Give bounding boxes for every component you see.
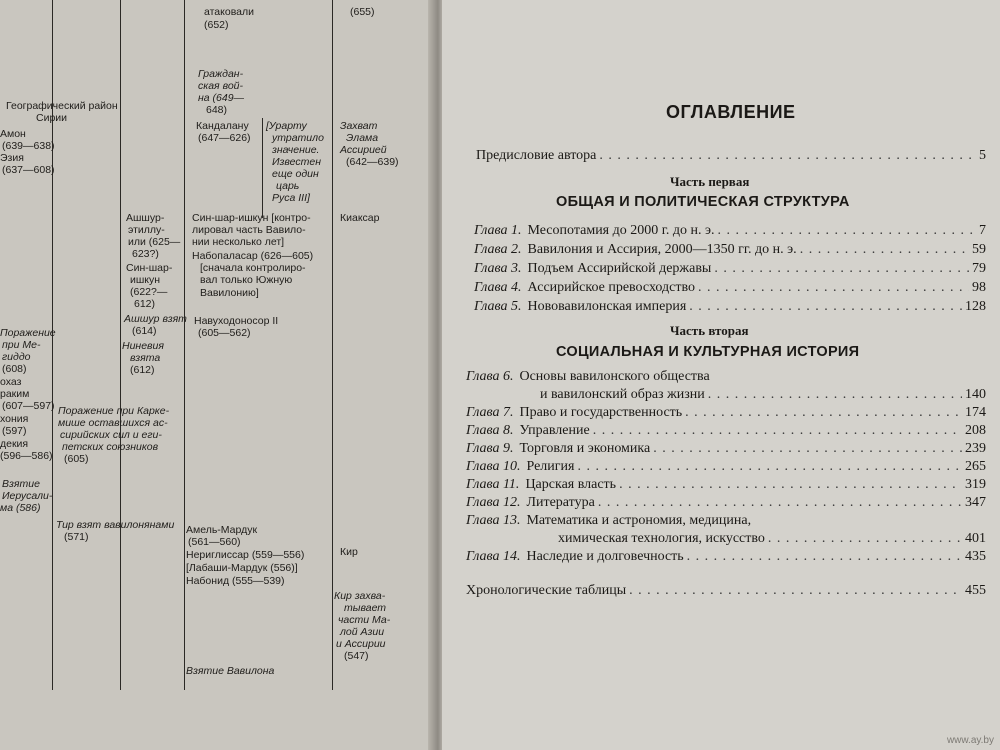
chapter-label: Глава 8. (466, 423, 514, 438)
table-cell: утратило (272, 132, 324, 144)
table-cell: и Ассирии (336, 638, 386, 650)
table-cell: вал только Южную (200, 274, 293, 286)
toc-entry-page: 239 (965, 441, 986, 456)
toc-entry (474, 242, 986, 258)
toc-entry-page: 208 (965, 423, 986, 438)
toc-entry-page: 174 (965, 405, 986, 420)
table-cell: Захват (340, 120, 378, 132)
toc-entry (466, 423, 986, 439)
table-cell: Амель-Мардук (186, 524, 258, 536)
table-cell: царь (276, 180, 300, 192)
toc-entry-page: 98 (972, 280, 986, 295)
leader-dots (687, 549, 962, 565)
table-cell: Иерусали- (2, 490, 53, 502)
toc-entry (466, 513, 986, 529)
toc-entry-title: Хронологические таблицы (466, 583, 627, 598)
part-heading: СОЦИАЛЬНАЯ И КУЛЬТУРНАЯ ИСТОРИЯ (556, 344, 860, 360)
toc-entry-title: Торговля и экономика (519, 441, 651, 456)
toc-entry-chronology (466, 583, 986, 599)
leader-dots (708, 387, 962, 403)
leader-dots (599, 148, 976, 164)
table-cell: петских союзников (62, 441, 159, 453)
table-cell: (561—560) (188, 536, 241, 548)
table-cell: Географический район (6, 100, 118, 112)
table-cell: атаковали (204, 6, 254, 18)
table-cell: Взятие (2, 478, 40, 490)
table-cell: тывает (344, 602, 387, 614)
toc-entry-page: 79 (972, 261, 986, 276)
toc-entry-page: 401 (965, 531, 986, 546)
chapter-label: Глава 12. (466, 495, 521, 510)
table-cell: мише оставшихся ас- (58, 417, 168, 429)
table-cell: Взятие Вавилона (186, 665, 275, 677)
table-cell: Навуходоносор II (194, 315, 279, 327)
table-cell: сирийских сил и еги- (60, 429, 162, 441)
table-cell: [сначала контролиро- (200, 262, 306, 274)
part-label: Часть вторая (670, 323, 749, 338)
table-cell: лой Азии (340, 626, 385, 638)
toc-entry-title: Религия (526, 459, 575, 474)
table-cell: хония (0, 413, 29, 425)
page-title: ОГЛАВЛЕНИЕ (666, 102, 796, 122)
chapter-label: Глава 10. (466, 459, 521, 474)
leader-dots (577, 459, 962, 475)
leader-dots (619, 477, 962, 493)
table-cell: Набонид (555—539) (186, 575, 285, 587)
table-cell: Син-шар- (126, 262, 173, 274)
toc-entry-page: 347 (965, 495, 986, 510)
table-cell: Граждан- (198, 68, 244, 80)
toc-entry-preface (476, 148, 986, 164)
toc-entry-title: Математика и астрономия, медицина, (526, 513, 752, 528)
table-cell: (571) (64, 531, 89, 543)
chapter-label: Глава 3. (474, 261, 522, 276)
table-cell: при Ме- (2, 339, 41, 351)
toc-entry-page: 455 (965, 583, 986, 598)
leader-dots (768, 531, 962, 547)
leader-dots (698, 280, 969, 296)
chapter-label: Глава 13. (466, 513, 521, 528)
table-cell: Ашшур- (126, 212, 165, 224)
table-rule (120, 0, 121, 690)
table-cell: Сирии (36, 112, 68, 124)
table-cell: части Ма- (338, 614, 391, 626)
table-cell: взята (130, 352, 161, 364)
table-rule (332, 0, 333, 690)
toc-entry-title: Подъем Ассирийской державы (527, 261, 712, 276)
table-cell: Вавилонию] (200, 287, 259, 299)
leader-dots (800, 242, 969, 258)
toc-entry (466, 369, 986, 385)
table-cell: (605) (64, 453, 89, 465)
toc-entry-title: химическая технология, искусство (558, 531, 765, 546)
table-cell: Киаксар (340, 212, 380, 224)
table-cell: Кандалану (196, 120, 249, 132)
toc-entry (474, 223, 986, 239)
leader-dots (718, 223, 976, 239)
toc-entry-page: 319 (965, 477, 986, 492)
table-cell: Руса III] (272, 192, 310, 204)
table-cell: или (625— (128, 236, 181, 248)
leader-dots (689, 299, 962, 315)
chapter-label: Глава 5. (474, 299, 522, 314)
table-cell: ма (586) (0, 502, 41, 514)
table-cell: 648) (206, 104, 228, 116)
chapter-label: Глава 2. (474, 242, 522, 257)
table-cell: 623?) (132, 248, 159, 260)
table-cell: Известен (272, 156, 321, 168)
table-cell: Ниневия (122, 340, 164, 352)
chapter-label: Глава 4. (474, 280, 522, 295)
leader-dots (629, 583, 962, 599)
toc-entry-continuation (558, 531, 986, 547)
watermark: www.ay.by (946, 735, 994, 746)
table-cell: Кир захва- (334, 590, 386, 602)
table-cell: ская вой- (198, 80, 243, 92)
table-cell: на (649— (198, 92, 245, 104)
table-cell: Набопаласар (626—605) (192, 250, 314, 262)
part-label: Часть первая (670, 174, 750, 189)
toc-entry-title: Предисловие автора (476, 148, 597, 163)
table-cell: (605—562) (198, 327, 251, 339)
toc-entry-title: Наследие и долговечность (526, 549, 684, 564)
table-cell: (597) (2, 425, 27, 437)
table-rule (184, 0, 185, 690)
toc-entry-page: 128 (965, 299, 986, 314)
table-cell: [Лабаши-Мардук (556)] (186, 562, 298, 574)
table-cell: (655) (350, 6, 375, 18)
table-cell: (607—597) (2, 400, 55, 412)
toc-entry-title: Право и государственность (519, 405, 683, 420)
table-cell: (547) (344, 650, 369, 662)
table-cell: (647—626) (198, 132, 251, 144)
toc-entry-title: Ассирийское превосходство (527, 280, 695, 295)
table-cell: (622?— (130, 286, 168, 298)
chapter-label: Глава 9. (466, 441, 514, 456)
table-cell: Кир (340, 546, 358, 558)
table-cell: ишкун (130, 274, 161, 286)
toc-entry (466, 495, 986, 511)
toc-entry-page: 7 (979, 223, 986, 238)
table-cell: (652) (204, 19, 229, 31)
table-cell: охаз (0, 376, 22, 388)
toc-entry (466, 441, 986, 457)
table-cell: Ассирией (340, 144, 387, 156)
toc-entry-title: и вавилонский образ жизни (540, 387, 705, 402)
toc-entry-title: Нововавилонская империя (527, 299, 687, 314)
table-cell: (608) (2, 363, 27, 375)
toc-entry-title: Управление (519, 423, 590, 438)
toc-entry (474, 280, 986, 296)
table-cell: декия (0, 438, 29, 450)
toc-entry-title: Литература (526, 495, 595, 510)
chapter-label: Глава 7. (466, 405, 514, 420)
leader-dots (685, 405, 962, 421)
toc-entry (474, 261, 986, 277)
toc-entry-page: 140 (965, 387, 986, 402)
leader-dots (598, 495, 962, 511)
chapter-label: Глава 11. (466, 477, 520, 492)
toc-entry-page: 435 (965, 549, 986, 564)
part-heading: ОБЩАЯ И ПОЛИТИЧЕСКАЯ СТРУКТУРА (556, 194, 850, 210)
table-cell: еще один (272, 168, 319, 180)
table-cell: Элама (346, 132, 379, 144)
toc-entry-title: Вавилония и Ассирия, 2000—1350 гг. до н. э. (527, 242, 797, 257)
toc-entry-continuation (540, 387, 986, 403)
table-cell: Амон (0, 128, 26, 140)
table-cell: (639—638) (2, 140, 55, 152)
table-cell: Син-шар-ишкун [контро- (192, 212, 311, 224)
table-cell: Поражение (0, 327, 56, 339)
table-cell: этиллу- (128, 224, 165, 236)
table-cell: [Урарту (266, 120, 307, 132)
table-cell: лировал часть Вавило- (192, 224, 306, 236)
toc-entry-title: Царская власть (525, 477, 617, 492)
chapter-label: Глава 1. (474, 223, 522, 238)
table-cell: (614) (132, 325, 157, 337)
table-rule (262, 118, 263, 218)
toc-entry (466, 477, 986, 493)
chronology-table-page (0, 0, 440, 750)
chapter-label: Глава 14. (466, 549, 521, 564)
table-cell: Нериглиссар (559—556) (186, 549, 305, 561)
toc-entry (466, 405, 986, 421)
table-cell: Эзия (0, 152, 24, 164)
table-cell: раким (0, 388, 30, 400)
toc-entry-title: Месопотамия до 2000 г. до н. э. (527, 223, 715, 238)
leader-dots (714, 261, 969, 277)
table-cell: (596—586) (0, 450, 53, 462)
chapter-label: Глава 6. (466, 369, 514, 384)
toc-entry-page: 265 (965, 459, 986, 474)
table-cell: гиддо (2, 351, 31, 363)
table-cell: Тир взят вавилонянами (56, 519, 175, 531)
toc-entry (466, 549, 986, 565)
table-cell: значение. (272, 144, 320, 156)
leader-dots (653, 441, 962, 457)
toc-entry (474, 299, 986, 315)
toc-entry-title: Основы вавилонского общества (519, 369, 710, 384)
toc-entry (466, 459, 986, 475)
table-cell: Поражение при Карке- (58, 405, 170, 417)
table-cell: (642—639) (346, 156, 399, 168)
table-cell: (612) (130, 364, 155, 376)
toc-entry-page: 59 (972, 242, 986, 257)
toc-entry-page: 5 (979, 148, 986, 163)
table-cell: Ашшур взят (124, 313, 187, 325)
table-cell: нии несколько лет] (192, 236, 285, 248)
table-cell: (637—608) (2, 164, 55, 176)
toc-page (442, 0, 1000, 750)
table-cell: 612) (134, 298, 156, 310)
leader-dots (593, 423, 962, 439)
